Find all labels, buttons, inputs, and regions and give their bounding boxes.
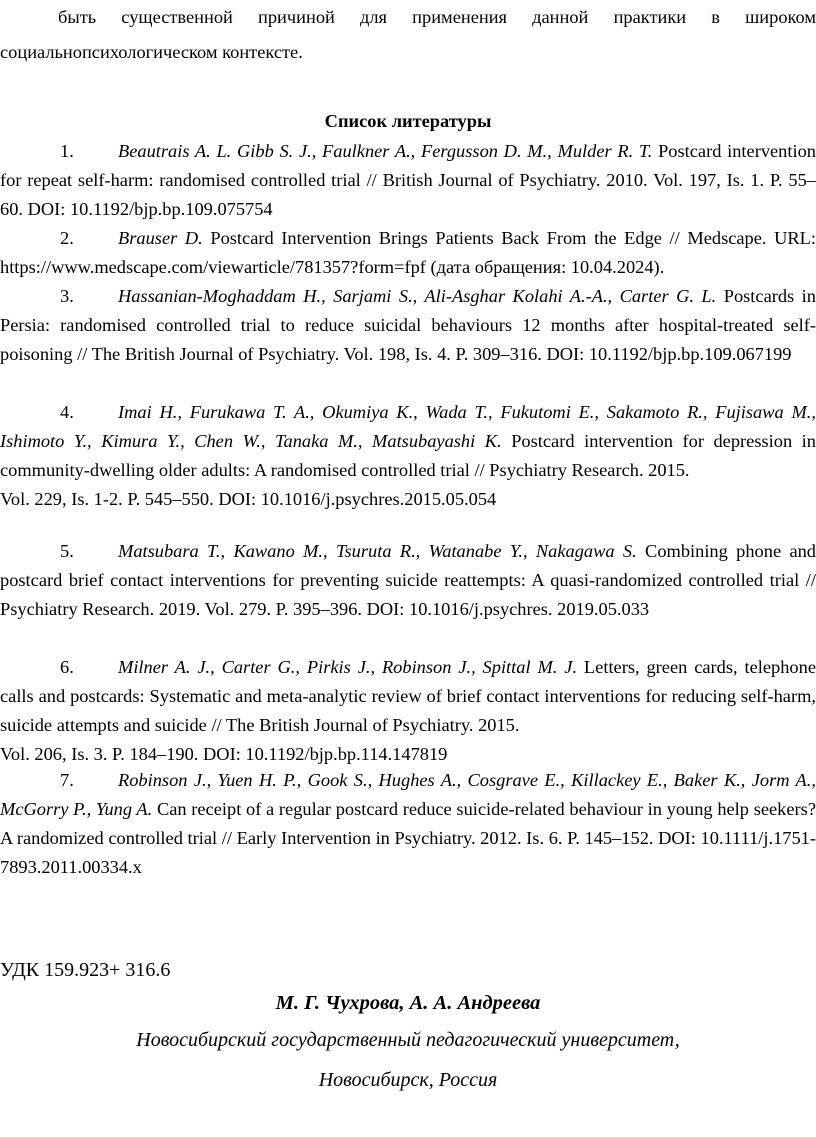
author-affiliation: Новосибирский государственный педагогический университет, xyxy=(136,1029,680,1051)
reference-continuation: Vol. 229, Is. 1-2. P. 545–550. DOI: 10.1016/j.psychres.2015.05.054 xyxy=(0,489,497,509)
references-heading: Список литературы xyxy=(324,111,492,131)
reference-text: Can receipt of a regular postcard reduce suicide-related behaviour in young help seekers? A randomized controlled trial // Early Intervention in Psychiatry. 2012. Is. 6. P. 145–152. DOI: 10.1111/j.1751-7893.2011.00334.x xyxy=(0,799,816,877)
reference-item xyxy=(0,537,816,624)
reference-text: Postcard intervention for depression in community-dwelling older adults: A randomised controlled trial // Psychiatry Research. 2015. xyxy=(0,431,816,480)
reference-authors: Brauser D. xyxy=(118,228,203,248)
reference-item xyxy=(0,137,816,224)
reference-item xyxy=(0,766,816,882)
reference-item xyxy=(0,653,816,769)
reference-authors: Beautrais A. L. Gibb S. J., Faulkner A., Fergusson D. M., Mulder R. T. xyxy=(118,141,653,161)
reference-number: 7. xyxy=(60,770,74,790)
reference-authors: Imai H., Furukawa T. A., Okumiya K., Wada T., Fukutomi E., Sakamoto R., Fujisawa M., Ishimoto Y., Kimura Y., Chen W., Tanaka M., Matsubayashi K. xyxy=(0,402,816,451)
intro-paragraph: быть существенной причиной для применения данной практики в широком социальнопсихологическом контексте. xyxy=(0,7,816,62)
reference-number: 1. xyxy=(60,141,74,161)
udk-code: УДК 159.923+ 316.6 xyxy=(0,959,171,981)
article-authors: М. Г. Чухрова, А. А. Андреева xyxy=(275,992,541,1014)
reference-number: 3. xyxy=(60,286,74,306)
reference-continuation: Vol. 206, Is. 3. P. 184–190. DOI: 10.1192/bjp.bp.114.147819 xyxy=(0,744,448,764)
reference-text: Combining phone and postcard brief contact interventions for preventing suicide reattempts: A quasi-randomized controlled trial // Psychiatry Research. 2019. Vol. 279. P. 395–396. DOI: 10.1016/j.psychres. 2019.05.033 xyxy=(0,541,816,619)
author-city: Новосибирск, Россия xyxy=(318,1069,498,1091)
reference-item xyxy=(0,398,816,514)
reference-authors: Milner A. J., Carter G., Pirkis J., Robinson J., Spittal M. J. xyxy=(118,657,578,677)
reference-text: Letters, green cards, telephone calls and postcards: Systematic and meta-analytic review of brief contact interventions for reducing self-harm, suicide attempts and suicide // The British Journal of Psychiatry. 2015. xyxy=(0,657,816,735)
reference-number: 4. xyxy=(60,402,74,422)
reference-text: Postcards in Persia: randomised controlled trial to reduce suicidal behaviours 12 months after hospital-treated self-poisoning // The British Journal of Psychiatry. Vol. 198, Is. 4. P. 309–316. DOI: 10.1192/bjp.bp.109.067199 xyxy=(0,286,816,364)
reference-authors: Hassanian-Moghaddam H., Sarjami S., Ali-Asghar Kolahi A.-A., Carter G. L. xyxy=(118,286,717,306)
reference-number: 2. xyxy=(60,228,74,248)
reference-number: 6. xyxy=(60,657,74,677)
reference-item xyxy=(0,224,816,282)
reference-text: Postcard Intervention Brings Patients Back From the Edge // Medscape. URL: https://www.medscape.com/viewarticle/781357?form=fpf (дата обращения: 10.04.2024). xyxy=(0,228,816,277)
reference-authors: Matsubara T., Kawano M., Tsuruta R., Watanabe Y., Nakagawa S. xyxy=(118,541,637,561)
reference-number: 5. xyxy=(60,541,74,561)
reference-text: Postcard intervention for repeat self-harm: randomised controlled trial // British Journal of Psychiatry. 2010. Vol. 197, Is. 1. P. 55–60. DOI: 10.1192/bjp.bp.109.075754 xyxy=(0,141,816,219)
reference-authors: Robinson J., Yuen H. P., Gook S., Hughes A., Cosgrave E., Killackey E., Baker K., Jorm A., McGorry P., Yung A. xyxy=(0,770,816,819)
reference-item xyxy=(0,282,816,369)
